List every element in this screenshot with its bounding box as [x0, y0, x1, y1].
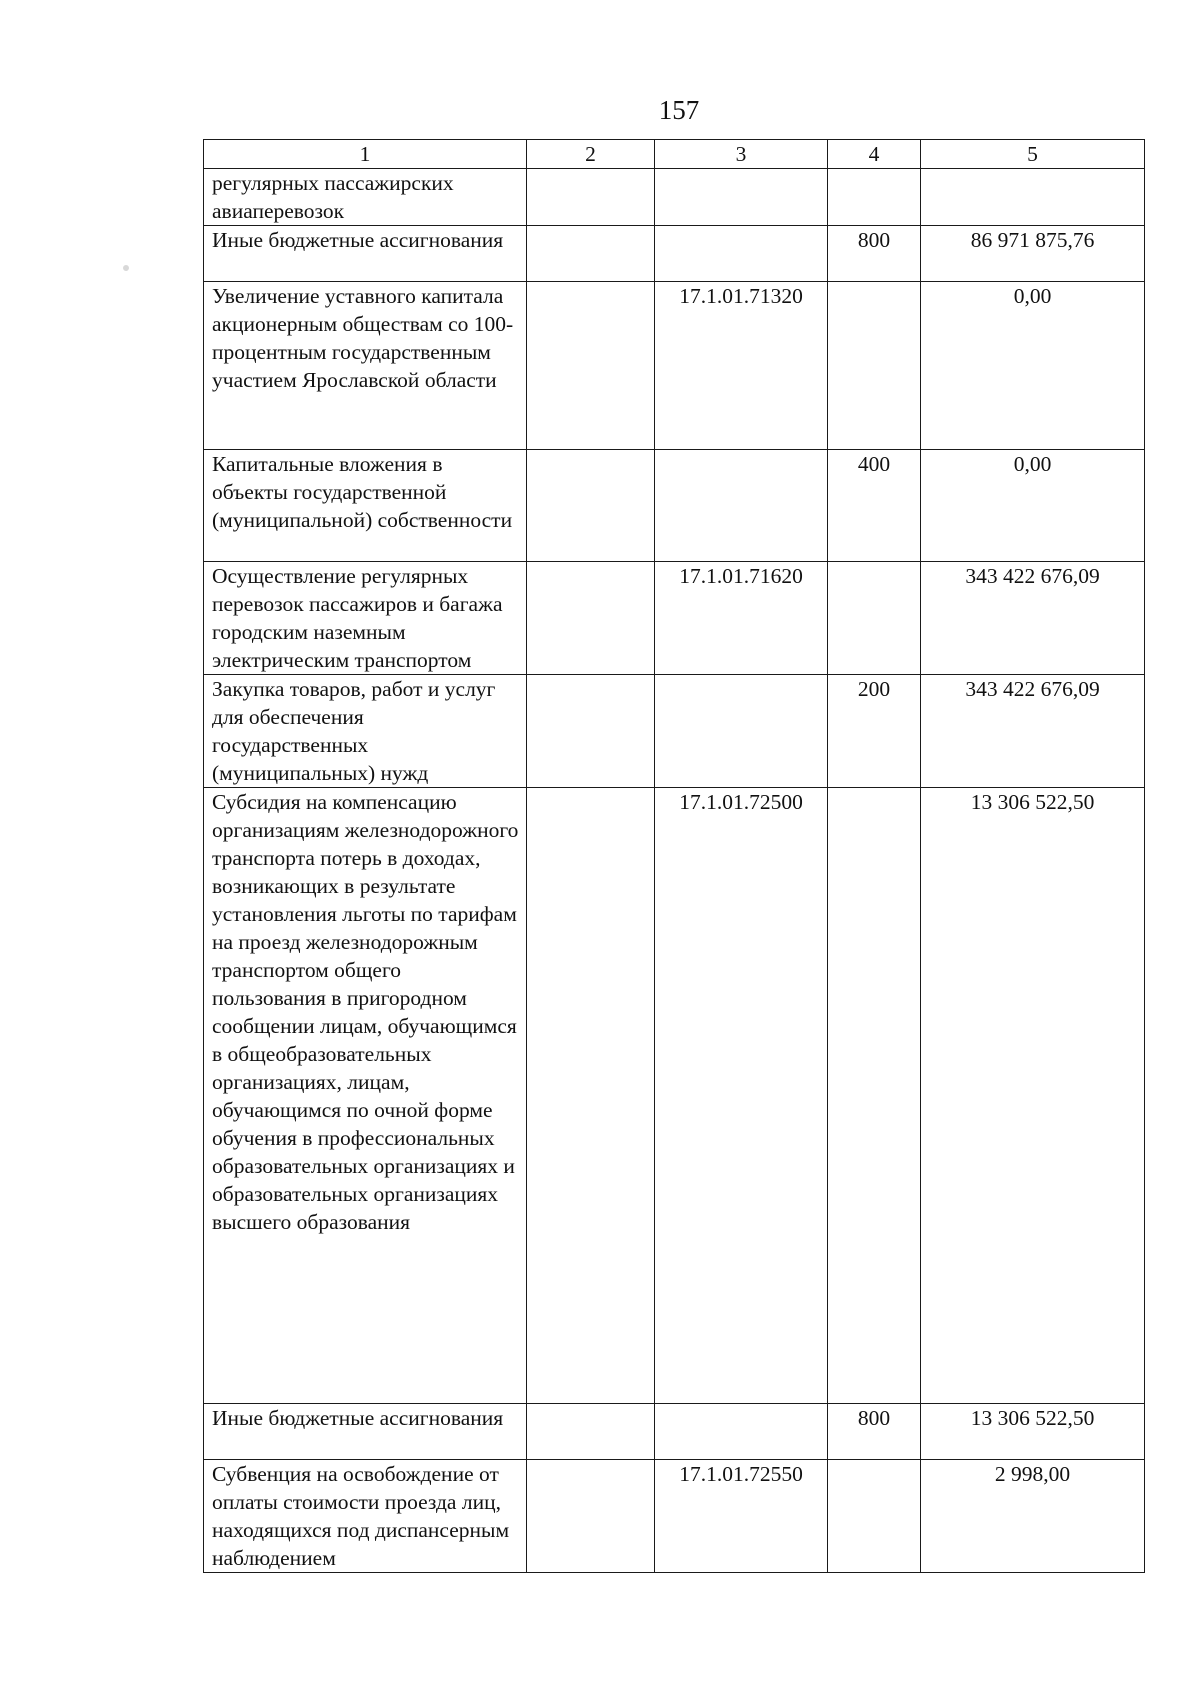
table-row [204, 562, 1145, 675]
cell-col-5: 0,00 [921, 282, 1145, 450]
cell-col-2 [527, 1460, 655, 1573]
table-row [204, 1460, 1145, 1573]
cell-col-4 [828, 1460, 921, 1573]
column-header-5: 5 [921, 140, 1145, 169]
table-header-row [204, 140, 1145, 169]
column-header-1: 1 [204, 140, 527, 169]
cell-col-4: 400 [828, 450, 921, 562]
cell-col-1: Субсидия на компенсацию организациям железнодорожного транспорта потерь в доходах, возникающих в результате установления льготы по тарифам на проезд железнодорожным транспортом общего пользования в пригородном сообщении лицам, обучающимся в общеобразовательных организациях, лицам, обучающимся по очной форме обучения в профессиональных образовательных организациях и образовательных организациях высшего образования [204, 788, 527, 1404]
cell-col-3 [655, 169, 828, 226]
cell-col-3 [655, 1404, 828, 1460]
cell-col-4: 800 [828, 226, 921, 282]
cell-col-3: 17.1.01.71320 [655, 282, 828, 450]
cell-col-1: регулярных пассажирских авиаперевозок [204, 169, 527, 226]
cell-col-2 [527, 169, 655, 226]
cell-col-5: 86 971 875,76 [921, 226, 1145, 282]
cell-col-1: Иные бюджетные ассигнования [204, 226, 527, 282]
cell-col-3 [655, 450, 828, 562]
cell-col-2 [527, 788, 655, 1404]
cell-col-5: 343 422 676,09 [921, 562, 1145, 675]
cell-col-1: Закупка товаров, работ и услуг для обеспечения государственных (муниципальных) нужд [204, 675, 527, 788]
cell-col-5: 13 306 522,50 [921, 788, 1145, 1404]
cell-col-2 [527, 1404, 655, 1460]
table-row [204, 450, 1145, 562]
page-number: 157 [658, 95, 700, 125]
column-header-2: 2 [527, 140, 655, 169]
cell-col-2 [527, 282, 655, 450]
cell-col-1: Увеличение уставного капитала акционерным обществам со 100-процентным государственным участием Ярославской области [204, 282, 527, 450]
cell-col-1: Осуществление регулярных перевозок пассажиров и багажа городским наземным электрическим транспортом [204, 562, 527, 675]
cell-col-4 [828, 788, 921, 1404]
cell-col-1: Капитальные вложения в объекты государственной (муниципальной) собственности [204, 450, 527, 562]
cell-col-4: 200 [828, 675, 921, 788]
cell-col-3: 17.1.01.72550 [655, 1460, 828, 1573]
column-header-3: 3 [655, 140, 828, 169]
cell-col-5: 0,00 [921, 450, 1145, 562]
cell-col-4 [828, 282, 921, 450]
budget-table [203, 139, 1145, 1573]
table-row [204, 226, 1145, 282]
cell-col-3: 17.1.01.71620 [655, 562, 828, 675]
cell-col-5: 343 422 676,09 [921, 675, 1145, 788]
scan-speck [123, 265, 129, 271]
table-row [204, 169, 1145, 226]
cell-col-2 [527, 675, 655, 788]
table-body [204, 169, 1145, 1573]
cell-col-5 [921, 169, 1145, 226]
cell-col-1: Иные бюджетные ассигнования [204, 1404, 527, 1460]
cell-col-5: 13 306 522,50 [921, 1404, 1145, 1460]
cell-col-2 [527, 562, 655, 675]
cell-col-2 [527, 450, 655, 562]
cell-col-4 [828, 562, 921, 675]
cell-col-4 [828, 169, 921, 226]
table-row [204, 788, 1145, 1404]
cell-col-3 [655, 226, 828, 282]
cell-col-3: 17.1.01.72500 [655, 788, 828, 1404]
cell-col-1: Субвенция на освобождение от оплаты стоимости проезда лиц, находящихся под диспансерным наблюдением [204, 1460, 527, 1573]
cell-col-4: 800 [828, 1404, 921, 1460]
table-row [204, 282, 1145, 450]
column-header-4: 4 [828, 140, 921, 169]
cell-col-2 [527, 226, 655, 282]
cell-col-3 [655, 675, 828, 788]
table-row [204, 675, 1145, 788]
table-row [204, 1404, 1145, 1460]
cell-col-5: 2 998,00 [921, 1460, 1145, 1573]
